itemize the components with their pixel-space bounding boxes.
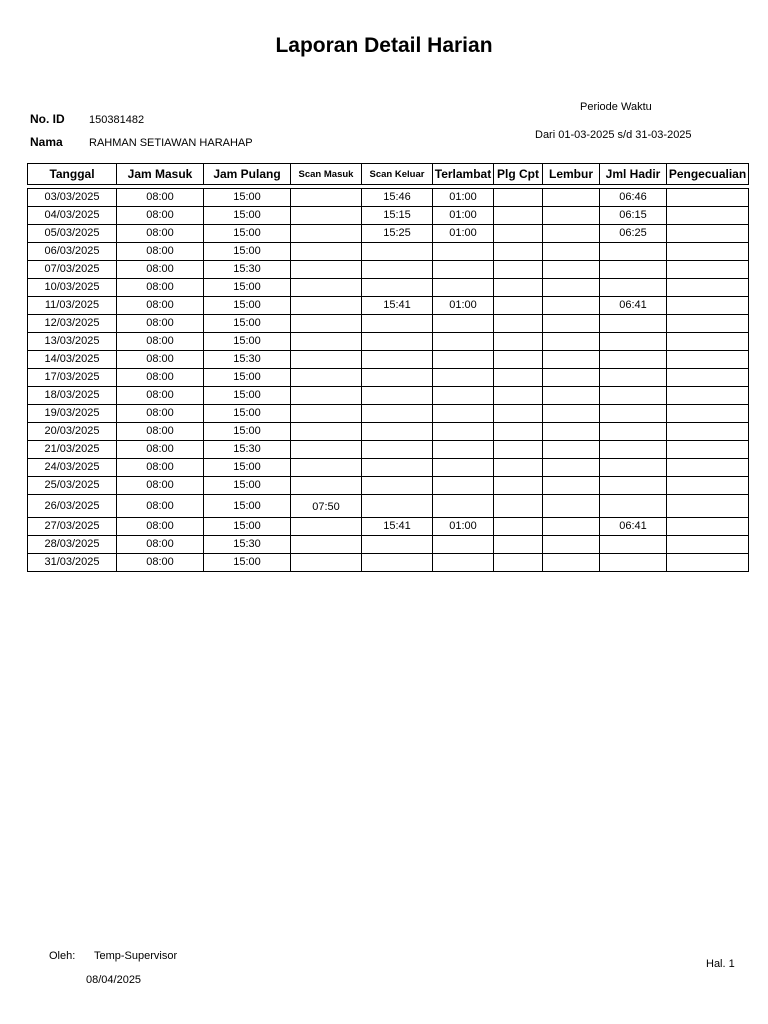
table-cell: [600, 369, 667, 387]
col-header-lembur: Lembur: [543, 164, 600, 185]
table-cell: [362, 261, 433, 279]
table-cell: [667, 518, 749, 536]
table-cell: [543, 207, 600, 225]
table-row: [28, 554, 749, 572]
table-cell: [543, 297, 600, 315]
table-cell: 01:00: [433, 518, 494, 536]
table-cell: 08:00: [117, 387, 204, 405]
table-cell: [291, 189, 362, 207]
table-cell: [543, 477, 600, 495]
table-cell: 15:41: [362, 297, 433, 315]
table-cell: [291, 387, 362, 405]
table-cell: [600, 405, 667, 423]
table-cell: [543, 536, 600, 554]
table-cell: [494, 536, 543, 554]
table-cell: [494, 554, 543, 572]
table-cell: 08:00: [117, 495, 204, 518]
table-cell: [543, 333, 600, 351]
id-label: No. ID: [30, 112, 65, 126]
table-cell: 19/03/2025: [28, 405, 117, 423]
table-cell: [543, 405, 600, 423]
table-cell: [667, 351, 749, 369]
table-cell: 06:41: [600, 297, 667, 315]
table-cell: [600, 333, 667, 351]
table-cell: [433, 459, 494, 477]
table-cell: [543, 225, 600, 243]
table-cell: [433, 554, 494, 572]
table-cell: [433, 369, 494, 387]
table-cell: 08:00: [117, 243, 204, 261]
table-cell: [543, 279, 600, 297]
table-cell: [543, 387, 600, 405]
table-row: [28, 279, 749, 297]
table-cell: 26/03/2025: [28, 495, 117, 518]
table-row: [28, 243, 749, 261]
table-cell: 08:00: [117, 351, 204, 369]
table-row: [28, 405, 749, 423]
table-cell: 15:25: [362, 225, 433, 243]
table-cell: [600, 554, 667, 572]
table-cell: [291, 369, 362, 387]
table-cell: [433, 495, 494, 518]
table-cell: [494, 387, 543, 405]
table-row: [28, 477, 749, 495]
table-row: [28, 189, 749, 207]
table-row: [28, 536, 749, 554]
table-cell: 08:00: [117, 441, 204, 459]
table-cell: 15:00: [204, 387, 291, 405]
table-cell: 08:00: [117, 225, 204, 243]
table-cell: [291, 405, 362, 423]
table-cell: [543, 315, 600, 333]
table-cell: [362, 477, 433, 495]
table-cell: [543, 351, 600, 369]
table-cell: 15:46: [362, 189, 433, 207]
table-cell: 12/03/2025: [28, 315, 117, 333]
table-cell: 24/03/2025: [28, 459, 117, 477]
table-cell: [291, 477, 362, 495]
col-header-tanggal: Tanggal: [28, 164, 117, 185]
table-cell: [291, 207, 362, 225]
table-cell: [494, 207, 543, 225]
table-cell: [543, 495, 600, 518]
table-cell: [362, 315, 433, 333]
table-cell: [494, 351, 543, 369]
footer-oleh-label: Oleh:: [49, 950, 76, 962]
table-row: [28, 351, 749, 369]
table-cell: [494, 261, 543, 279]
table-cell: [494, 243, 543, 261]
table-body: [28, 189, 749, 572]
table-cell: [494, 518, 543, 536]
table-cell: [494, 315, 543, 333]
table-cell: 01:00: [433, 189, 494, 207]
table-cell: [433, 477, 494, 495]
col-header-jml-hadir: Jml Hadir: [600, 164, 667, 185]
table-cell: [494, 495, 543, 518]
table-cell: 04/03/2025: [28, 207, 117, 225]
col-header-jam-masuk: Jam Masuk: [117, 164, 204, 185]
table-row: [28, 423, 749, 441]
table-cell: [362, 459, 433, 477]
table-cell: 01:00: [433, 225, 494, 243]
table-cell: 08:00: [117, 315, 204, 333]
table-cell: [291, 441, 362, 459]
table-cell: [667, 225, 749, 243]
table-cell: 06:46: [600, 189, 667, 207]
table-cell: [543, 459, 600, 477]
table-cell: [667, 279, 749, 297]
table-cell: 15:00: [204, 315, 291, 333]
table-cell: 08:00: [117, 554, 204, 572]
table-cell: [362, 495, 433, 518]
table-cell: [291, 423, 362, 441]
table-cell: 15:00: [204, 225, 291, 243]
table-cell: 10/03/2025: [28, 279, 117, 297]
table-cell: 08:00: [117, 405, 204, 423]
table-cell: 08:00: [117, 333, 204, 351]
table-cell: [667, 369, 749, 387]
page-number: Hal. 1: [706, 958, 735, 970]
table-row: [28, 225, 749, 243]
table-cell: 06:25: [600, 225, 667, 243]
table-cell: [291, 518, 362, 536]
col-header-plg-cpt: Plg Cpt: [494, 164, 543, 185]
table-row: [28, 315, 749, 333]
table-cell: [543, 189, 600, 207]
table-row: [28, 459, 749, 477]
table-cell: [433, 315, 494, 333]
table-cell: [543, 243, 600, 261]
table-cell: 15:00: [204, 518, 291, 536]
table-cell: [543, 369, 600, 387]
table-cell: [543, 261, 600, 279]
table-cell: [600, 315, 667, 333]
table-cell: [667, 189, 749, 207]
table-cell: [667, 441, 749, 459]
table-cell: [362, 405, 433, 423]
table-cell: [600, 243, 667, 261]
table-cell: 08:00: [117, 261, 204, 279]
table-row: [28, 369, 749, 387]
table-cell: [667, 333, 749, 351]
table-cell: [543, 554, 600, 572]
table-cell: 01:00: [433, 207, 494, 225]
table-cell: 15:00: [204, 243, 291, 261]
table-cell: [494, 459, 543, 477]
table-cell: [543, 423, 600, 441]
col-header-jam-pulang: Jam Pulang: [204, 164, 291, 185]
table-cell: 21/03/2025: [28, 441, 117, 459]
table-cell: 18/03/2025: [28, 387, 117, 405]
table-cell: [433, 243, 494, 261]
col-header-scan-keluar: Scan Keluar: [362, 164, 433, 185]
table-cell: [600, 495, 667, 518]
table-cell: 15:30: [204, 536, 291, 554]
table-cell: [600, 279, 667, 297]
table-cell: [291, 333, 362, 351]
table-cell: [667, 315, 749, 333]
table-cell: [362, 369, 433, 387]
table-cell: [667, 387, 749, 405]
table-cell: [667, 423, 749, 441]
table-cell: 13/03/2025: [28, 333, 117, 351]
table-cell: [600, 459, 667, 477]
table-cell: 08:00: [117, 477, 204, 495]
table-row: [28, 297, 749, 315]
table-cell: 08:00: [117, 459, 204, 477]
table-cell: [543, 518, 600, 536]
table-cell: [362, 351, 433, 369]
table-row: [28, 261, 749, 279]
table-cell: [494, 225, 543, 243]
table-cell: [494, 477, 543, 495]
table-cell: 25/03/2025: [28, 477, 117, 495]
nama-value: RAHMAN SETIAWAN HARAHAP: [89, 137, 253, 149]
table-cell: [433, 279, 494, 297]
table-cell: 20/03/2025: [28, 423, 117, 441]
table-cell: 17/03/2025: [28, 369, 117, 387]
table-cell: [291, 536, 362, 554]
table-row: [28, 495, 749, 518]
table-cell: 15:00: [204, 333, 291, 351]
table-cell: 15:00: [204, 207, 291, 225]
table-cell: 08:00: [117, 369, 204, 387]
table-cell: 31/03/2025: [28, 554, 117, 572]
table-cell: 08:00: [117, 189, 204, 207]
table-cell: [600, 261, 667, 279]
table-cell: [667, 554, 749, 572]
table-cell: [600, 441, 667, 459]
col-header-scan-masuk: Scan Masuk: [291, 164, 362, 185]
table-cell: 03/03/2025: [28, 189, 117, 207]
table-cell: [543, 441, 600, 459]
table-cell: [600, 536, 667, 554]
table-cell: 08:00: [117, 536, 204, 554]
table-cell: [667, 243, 749, 261]
table-cell: 15:15: [362, 207, 433, 225]
table-row: [28, 207, 749, 225]
table-cell: [494, 423, 543, 441]
table-cell: [667, 297, 749, 315]
table-cell: [600, 351, 667, 369]
table-cell: 15:41: [362, 518, 433, 536]
table-cell: [291, 243, 362, 261]
table-cell: [362, 387, 433, 405]
table-cell: 15:00: [204, 495, 291, 518]
table-header-row: [28, 164, 749, 185]
table-cell: [291, 297, 362, 315]
table-cell: [291, 261, 362, 279]
table-cell: 11/03/2025: [28, 297, 117, 315]
table-cell: [362, 423, 433, 441]
footer-oleh-value: Temp-Supervisor: [94, 950, 178, 962]
table-cell: [433, 261, 494, 279]
table-cell: 01:00: [433, 297, 494, 315]
table-cell: [291, 225, 362, 243]
table-cell: 15:30: [204, 351, 291, 369]
table-cell: 06/03/2025: [28, 243, 117, 261]
table-cell: 06:41: [600, 518, 667, 536]
footer-date: 08/04/2025: [86, 974, 142, 986]
id-value: 150381482: [89, 114, 145, 126]
table-cell: [433, 536, 494, 554]
table-cell: [494, 189, 543, 207]
table-cell: [362, 554, 433, 572]
table-cell: [291, 351, 362, 369]
table-cell: [667, 495, 749, 518]
table-cell: [362, 536, 433, 554]
table-cell: [433, 387, 494, 405]
table-cell: 15:00: [204, 405, 291, 423]
table-cell: 15:00: [204, 459, 291, 477]
table-cell: [291, 279, 362, 297]
table-cell: [362, 243, 433, 261]
table-cell: [667, 405, 749, 423]
table-cell: 15:00: [204, 369, 291, 387]
table-row: [28, 333, 749, 351]
table-row: [28, 387, 749, 405]
report-title: Laporan Detail Harian: [275, 34, 493, 57]
table-cell: [494, 441, 543, 459]
attendance-table: [27, 163, 749, 572]
table-cell: [291, 554, 362, 572]
table-cell: 14/03/2025: [28, 351, 117, 369]
table-cell: 08:00: [117, 518, 204, 536]
table-cell: 06:15: [600, 207, 667, 225]
table-cell: 15:00: [204, 477, 291, 495]
table-cell: [667, 207, 749, 225]
table-cell: 27/03/2025: [28, 518, 117, 536]
table-cell: [667, 261, 749, 279]
table-cell: 15:00: [204, 279, 291, 297]
table-cell: [667, 477, 749, 495]
table-cell: 15:30: [204, 261, 291, 279]
table-cell: [291, 459, 362, 477]
periode-value: Dari 01-03-2025 s/d 31-03-2025: [535, 129, 692, 141]
table-cell: [362, 441, 433, 459]
table-cell: 15:00: [204, 189, 291, 207]
table-cell: [494, 279, 543, 297]
table-cell: [494, 333, 543, 351]
nama-label: Nama: [30, 135, 63, 149]
col-header-terlambat: Terlambat: [433, 164, 494, 185]
table-cell: [494, 405, 543, 423]
table-cell: 05/03/2025: [28, 225, 117, 243]
col-header-pengecualian: Pengecualian: [667, 164, 749, 185]
table-cell: 15:00: [204, 423, 291, 441]
table-cell: [433, 423, 494, 441]
table-cell: 08:00: [117, 423, 204, 441]
table-cell: [291, 315, 362, 333]
table-cell: 07:50: [291, 495, 362, 518]
table-cell: 08:00: [117, 279, 204, 297]
table-cell: [494, 297, 543, 315]
table-cell: 28/03/2025: [28, 536, 117, 554]
table-cell: 15:30: [204, 441, 291, 459]
table-cell: 08:00: [117, 297, 204, 315]
table-cell: [362, 333, 433, 351]
table-cell: [600, 387, 667, 405]
table-cell: [433, 405, 494, 423]
table-cell: [600, 423, 667, 441]
table-cell: [362, 279, 433, 297]
table-cell: [433, 351, 494, 369]
periode-label: Periode Waktu: [580, 101, 652, 113]
table-cell: [494, 369, 543, 387]
table-cell: [667, 536, 749, 554]
table-row: [28, 441, 749, 459]
table-cell: 15:00: [204, 297, 291, 315]
table-cell: 15:00: [204, 554, 291, 572]
table-cell: 07/03/2025: [28, 261, 117, 279]
table-cell: [667, 459, 749, 477]
table-cell: [433, 333, 494, 351]
table-cell: 08:00: [117, 207, 204, 225]
table-cell: [600, 477, 667, 495]
table-row: [28, 518, 749, 536]
table-cell: [433, 441, 494, 459]
